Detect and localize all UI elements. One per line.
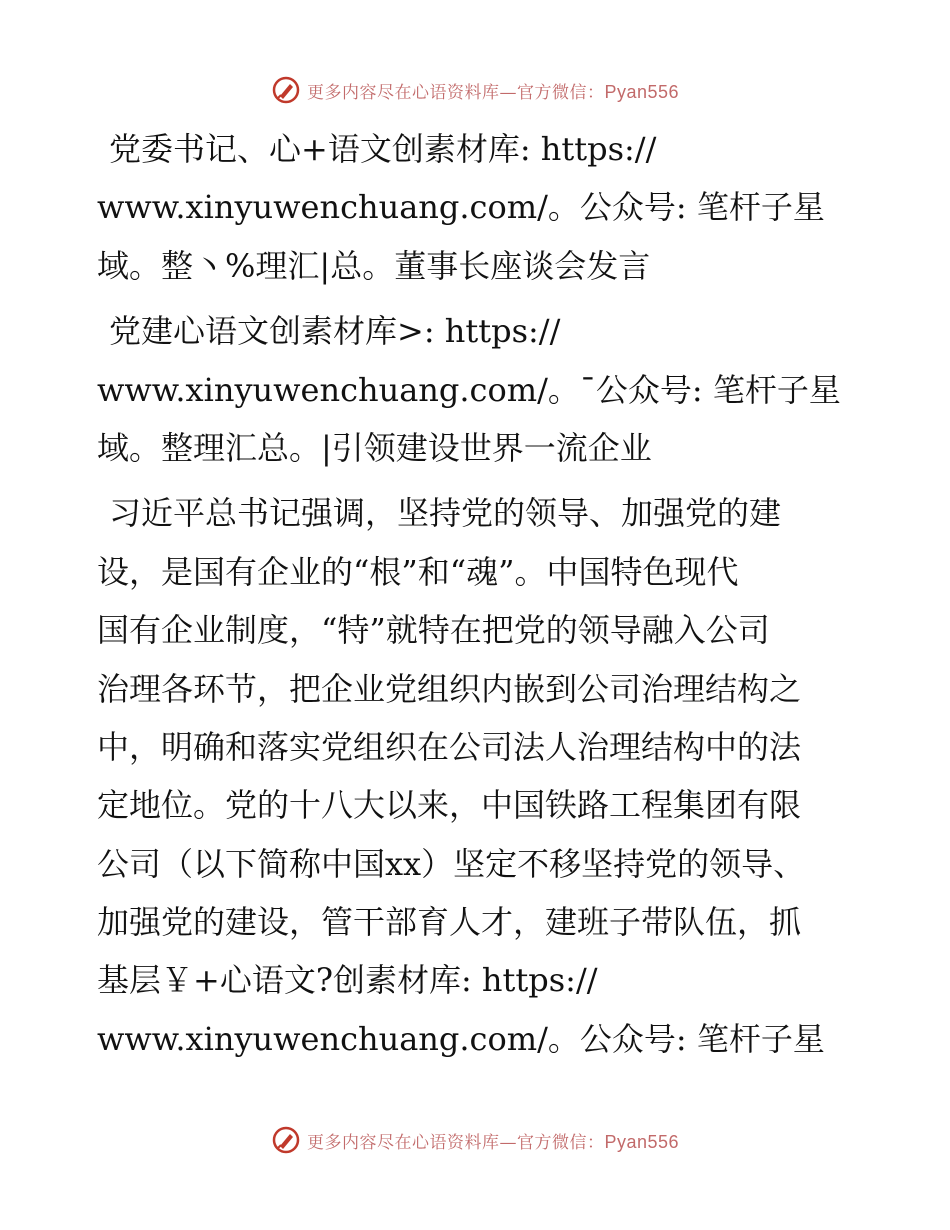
pen-circle-logo-icon [271,75,301,105]
paragraph-3 [97,484,857,1068]
header-banner-text [307,78,679,103]
paragraph-line: 域。整丶%理汇|总。董事长座谈会发言 [97,246,651,285]
paragraph-line: 定地位。党的十八大以来，中国铁路工程集团有限 [97,786,802,825]
pen-circle-logo-icon [271,1125,301,1155]
paragraph-line: 治理各环节，把企业党组织内嵌到公司治理结构之 [97,669,802,708]
paragraph-line: www.xinyuwenchuang.com/。公众号: 笔杆子星 [97,188,825,227]
paragraph-line: 国有企业制度，“特”就特在把党的领导融入公司 [97,611,770,650]
paragraph-line: www.xinyuwenchuang.com/。公众号: 笔杆子星 [97,1019,825,1058]
footer-official-label: 官方微信： [516,1132,605,1153]
paragraph-line: 加强党的建设，管干部育人才，建班子带队伍，抓 [97,903,802,942]
footer-wechat-id: Pyan556 [604,1131,680,1152]
header-wechat-id: Pyan556 [604,81,680,102]
paragraph-line: 基层￥+心语文?创素材库: https:// [97,961,598,1000]
footer-separator: — [499,1132,517,1153]
header-separator: — [499,82,517,103]
footer-banner-text [307,1128,679,1153]
header-official-label: 官方微信： [516,82,605,103]
header-banner-title: 更多内容尽在心语资料库 [306,82,500,103]
header-banner [0,70,950,110]
paragraph-line: 中，明确和落实党组织在公司法人治理结构中的法 [97,727,802,766]
paragraph-line: 党建心语文创素材库>: https:// [109,312,561,351]
footer-banner [0,1120,950,1160]
paragraph-line: www.xinyuwenchuang.com/。¯公众号: 笔杆子星 [97,370,841,409]
paragraph-line: 习近平总书记强调，坚持党的领导、加强党的建 [109,494,782,533]
paragraph-line: 党委书记、心+语文创素材库: https:// [109,130,657,168]
paragraph-line: 公司（以下简称中国xx）坚定不移坚持党的领导、 [97,844,806,883]
paragraph-2 [97,302,857,477]
footer-banner-title: 更多内容尽在心语资料库 [306,1132,500,1153]
paragraph-line: 域。整理汇总。|引领建设世界一流企业 [97,428,652,467]
paragraph-line: 设，是国有企业的“根”和“魂”。中国特色现代 [97,552,739,591]
document-body [97,120,857,1068]
paragraph-1 [97,120,857,295]
